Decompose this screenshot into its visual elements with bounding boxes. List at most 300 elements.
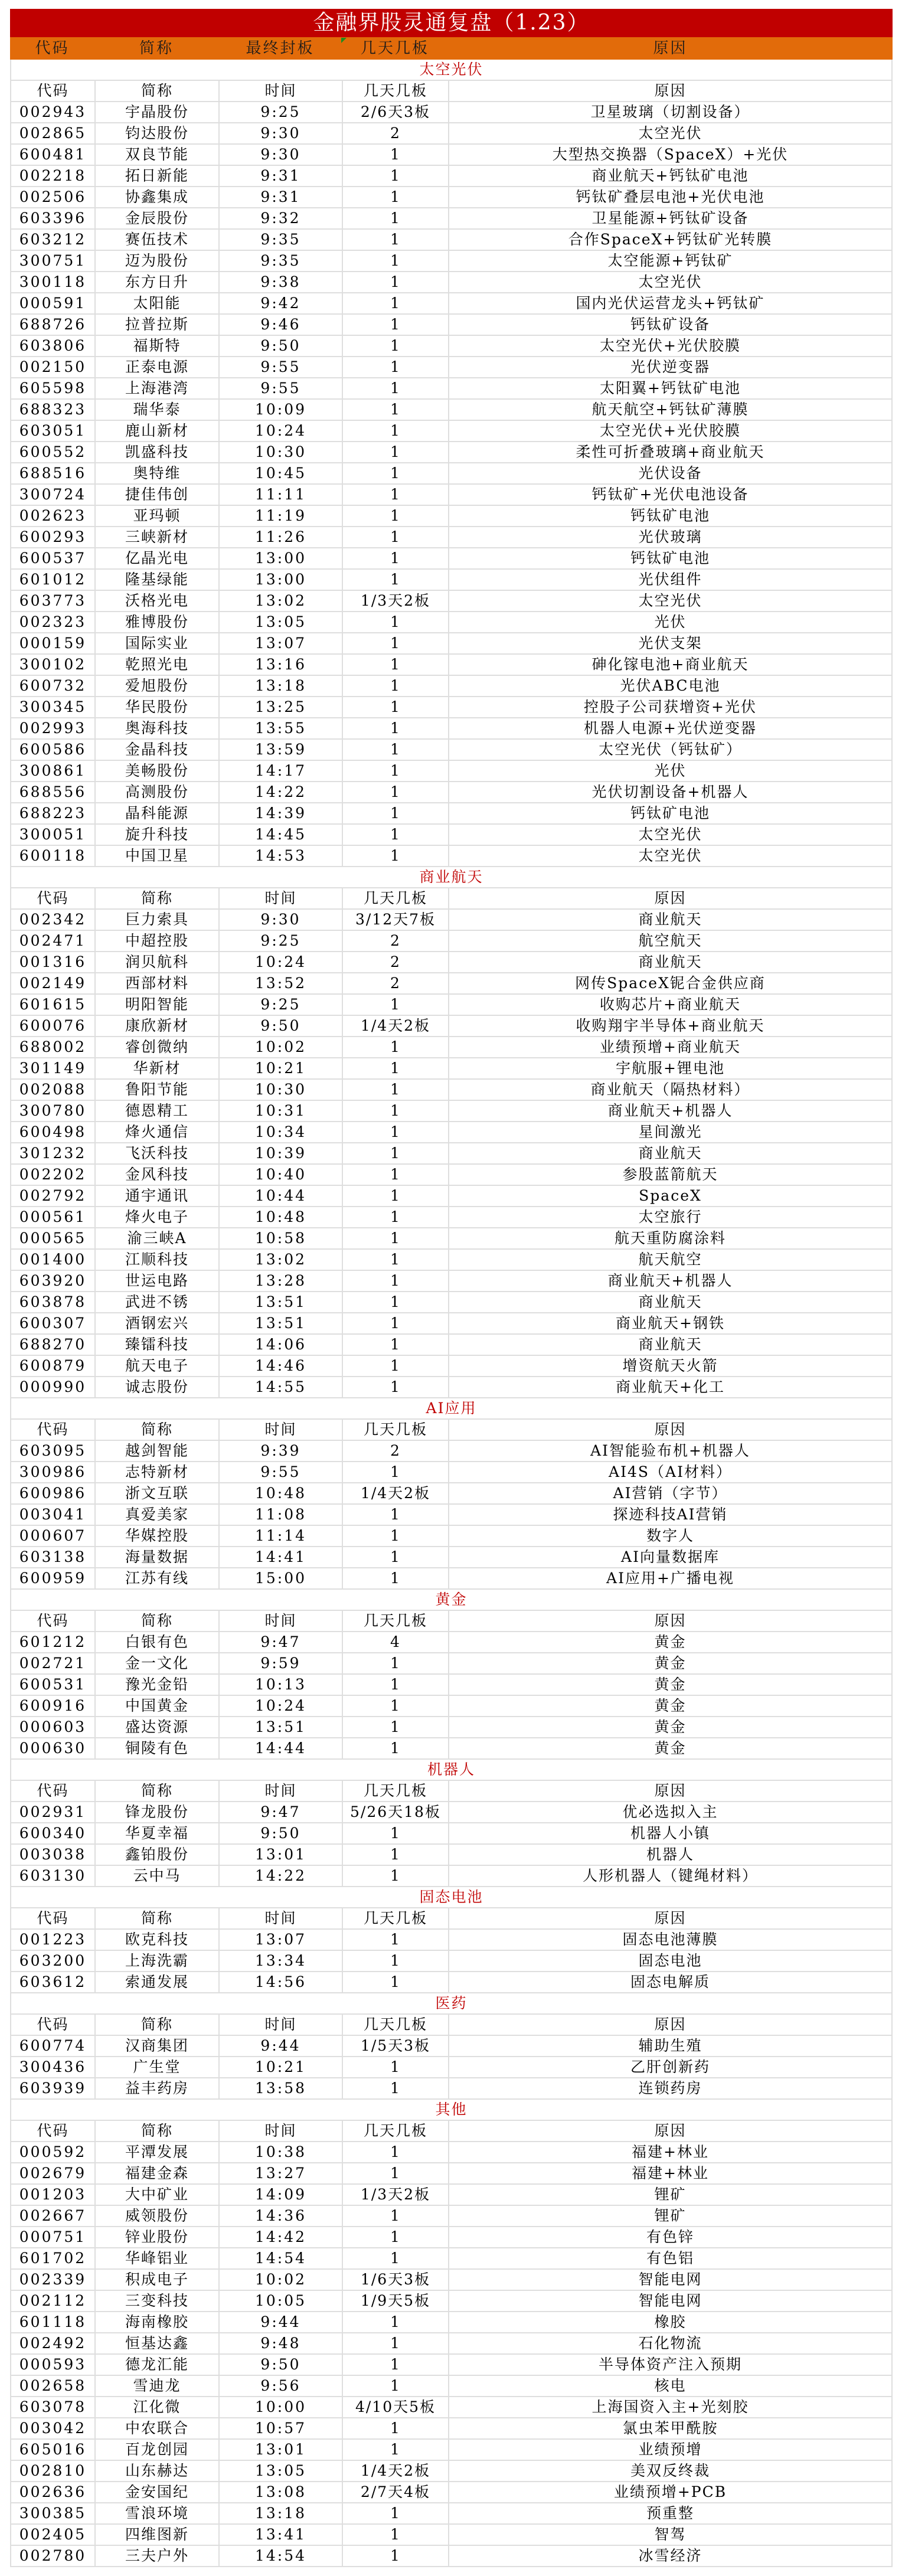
reason: 黄金	[654, 1655, 687, 1672]
stock-name: 东方日升	[96, 272, 220, 292]
reason: 固态电池	[638, 1952, 702, 1969]
days-boards: 1	[343, 1547, 449, 1567]
reason: 智能电网	[638, 2292, 702, 2309]
days-boards: 1	[343, 251, 449, 271]
table-row	[10, 1951, 893, 1972]
seal-time: 11:14	[220, 1526, 343, 1546]
section-title: 医药	[435, 1995, 468, 2012]
reason: 黄金	[654, 1676, 687, 1693]
col-header-code: 代码	[11, 1420, 96, 1440]
table-row	[10, 633, 893, 655]
col-header-time: 时间	[220, 1420, 343, 1440]
section-column-header	[10, 1420, 893, 1441]
table-row	[10, 846, 893, 867]
stock-name: 捷佳伟创	[96, 485, 220, 505]
reason: 商业航天+机器人	[607, 1272, 733, 1289]
stock-code: 002865	[11, 123, 96, 143]
stock-code: 600076	[11, 1016, 96, 1036]
days-boards: 1/5天3板	[343, 2036, 449, 2056]
days-boards: 1	[343, 548, 449, 568]
stock-code: 003042	[11, 2418, 96, 2438]
table-row	[10, 1143, 893, 1165]
seal-time: 9:48	[220, 2333, 343, 2353]
section-title-row	[10, 2100, 893, 2121]
reason: 商业航天+钢铁	[616, 1315, 725, 1332]
stock-code: 002993	[11, 718, 96, 738]
stock-name: 德恩精工	[96, 1101, 220, 1121]
reason: 合作SpaceX+钙钛矿光转膜	[568, 231, 773, 248]
reason: 太空光伏	[638, 847, 702, 864]
reason: 光伏支架	[638, 635, 702, 652]
section-title-row	[10, 60, 893, 81]
seal-time: 9:35	[220, 230, 343, 250]
seal-time: 9:35	[220, 251, 343, 271]
table-row	[10, 145, 893, 166]
col-header-reason: 原因	[654, 1782, 687, 1799]
table-row	[10, 2461, 893, 2482]
stock-code: 688726	[11, 315, 96, 335]
table-row	[10, 272, 893, 293]
reason: 商业航天	[638, 1336, 702, 1353]
col-header-reason: 原因	[654, 2016, 687, 2033]
seal-time: 10:58	[220, 1228, 343, 1248]
days-boards: 2	[343, 1441, 449, 1461]
seal-time: 10:02	[220, 1037, 343, 1057]
table-row	[10, 2525, 893, 2546]
days-boards: 1	[343, 506, 449, 526]
table-row	[10, 1462, 893, 1483]
reason: 参股蓝箭航天	[622, 1166, 718, 1183]
reason: 太空光伏	[638, 125, 702, 142]
seal-time: 9:50	[220, 1823, 343, 1843]
stock-code: 603200	[11, 1951, 96, 1971]
reason: 光伏玻璃	[638, 528, 702, 545]
table-row	[10, 697, 893, 718]
days-boards: 1	[343, 2163, 449, 2183]
reason: 业绩预增	[638, 2441, 702, 2458]
stock-name: 奥特维	[96, 463, 220, 483]
stock-code: 600586	[11, 740, 96, 760]
stock-code: 300385	[11, 2503, 96, 2523]
stock-code: 000159	[11, 633, 96, 653]
table-row	[10, 1653, 893, 1675]
cell-comment-indicator-icon[interactable]	[341, 38, 347, 43]
stock-name: 高测股份	[96, 782, 220, 802]
stock-code: 603806	[11, 336, 96, 356]
section-title: 固态电池	[419, 1888, 483, 1905]
seal-time: 10:24	[220, 1696, 343, 1716]
seal-time: 13:02	[220, 591, 343, 611]
table-row	[10, 123, 893, 145]
seal-time: 9:38	[220, 272, 343, 292]
table-row	[10, 973, 893, 995]
stock-name: 宇晶股份	[96, 102, 220, 122]
stock-name: 迈为股份	[96, 251, 220, 271]
reason: 商业航天	[638, 1293, 702, 1310]
days-boards: 2/6天3板	[343, 102, 449, 122]
stock-code: 300986	[11, 1462, 96, 1482]
stock-code: 603939	[11, 2078, 96, 2098]
days-boards: 1	[343, 187, 449, 207]
section-column-header	[10, 81, 893, 102]
seal-time: 13:27	[220, 2163, 343, 2183]
stock-name: 烽火通信	[96, 1122, 220, 1142]
reason: 优必选拟入主	[622, 1803, 718, 1820]
table-row	[10, 1228, 893, 1250]
stock-name: 三夫户外	[96, 2546, 220, 2566]
reason: 业绩预增+商业航天	[600, 1038, 741, 1055]
days-boards: 1	[343, 145, 449, 165]
stock-code: 002506	[11, 187, 96, 207]
seal-time: 13:01	[220, 2440, 343, 2460]
days-boards: 1	[343, 378, 449, 398]
stock-code: 002342	[11, 910, 96, 930]
table-row	[10, 782, 893, 803]
table-row	[10, 1483, 893, 1505]
reason: 航天重防腐涂料	[614, 1230, 726, 1247]
seal-time: 9:46	[220, 315, 343, 335]
stock-code: 002623	[11, 506, 96, 526]
seal-time: 14:36	[220, 2206, 343, 2226]
table-row	[10, 2163, 893, 2185]
reason: 光伏逆变器	[630, 358, 710, 375]
seal-time: 13:01	[220, 1845, 343, 1865]
col-header-code: 代码	[11, 2015, 96, 2035]
table-row	[10, 995, 893, 1016]
seal-time: 10:21	[220, 2057, 343, 2077]
table-row	[10, 1526, 893, 1547]
table-row	[10, 2503, 893, 2525]
seal-time: 14:45	[220, 825, 343, 845]
stock-code: 002405	[11, 2525, 96, 2545]
stock-name: 白银有色	[96, 1632, 220, 1652]
stock-name: 国际实业	[96, 633, 220, 653]
col-header-boards: 几天几板	[343, 81, 449, 101]
stock-name: 中国黄金	[96, 1696, 220, 1716]
days-boards: 1	[343, 208, 449, 228]
section-title-row	[10, 1760, 893, 1781]
stock-name: 云中马	[96, 1866, 220, 1886]
stock-code: 600959	[11, 1568, 96, 1588]
seal-time: 9:30	[220, 145, 343, 165]
stock-name: 拉普拉斯	[96, 315, 220, 335]
stock-name: 晶科能源	[96, 803, 220, 823]
stock-code: 605016	[11, 2440, 96, 2460]
stock-name: 协鑫集成	[96, 187, 220, 207]
section-rows	[10, 1930, 893, 1993]
table-row	[10, 910, 893, 931]
seal-time: 13:08	[220, 2482, 343, 2502]
table-row	[10, 1101, 893, 1122]
days-boards: 1	[343, 230, 449, 250]
seal-time: 10:40	[220, 1165, 343, 1185]
table-row	[10, 1080, 893, 1101]
reason: 商业航天+机器人	[607, 1102, 733, 1119]
table-row	[10, 2270, 893, 2291]
days-boards: 1	[343, 1951, 449, 1971]
days-boards: 1	[343, 1717, 449, 1737]
days-boards: 1	[343, 315, 449, 335]
stock-name: 爱旭股份	[96, 676, 220, 696]
table-row	[10, 187, 893, 208]
stock-code: 600774	[11, 2036, 96, 2056]
stock-name: 海南橡胶	[96, 2312, 220, 2332]
col-header-name: 简称	[96, 888, 220, 908]
col-header-reason: 原因	[654, 1910, 687, 1927]
col-header-name: 简称	[96, 1611, 220, 1631]
table-row	[10, 230, 893, 251]
days-boards: 1	[343, 995, 449, 1015]
stock-code: 605598	[11, 378, 96, 398]
table-row	[10, 2057, 893, 2078]
stock-name: 雅博股份	[96, 612, 220, 632]
top-column-header	[10, 37, 893, 60]
seal-time: 13:28	[220, 1271, 343, 1291]
table-row	[10, 208, 893, 230]
days-boards: 1	[343, 272, 449, 292]
stock-name: 华夏幸福	[96, 1823, 220, 1843]
stock-code: 603396	[11, 208, 96, 228]
reason: 砷化镓电池+商业航天	[591, 656, 749, 673]
reason: 辅助生殖	[638, 2037, 702, 2054]
table-row	[10, 1717, 893, 1738]
col-header-name: 简称	[96, 2121, 220, 2141]
seal-time: 9:47	[220, 1802, 343, 1822]
table-row	[10, 803, 893, 825]
section-title-row	[10, 1887, 893, 1908]
table-row	[10, 2397, 893, 2418]
days-boards: 1/4天2板	[343, 1016, 449, 1036]
seal-time: 11:19	[220, 506, 343, 526]
stock-code: 600879	[11, 1356, 96, 1376]
seal-time: 13:02	[220, 1250, 343, 1270]
stock-name: 平潭发展	[96, 2142, 220, 2162]
table-row	[10, 293, 893, 315]
seal-time: 10:31	[220, 1101, 343, 1121]
table-row	[10, 1122, 893, 1143]
stock-code: 300861	[11, 761, 96, 781]
days-boards: 1	[343, 293, 449, 313]
table-row	[10, 1165, 893, 1186]
table-row	[10, 400, 893, 421]
reason: 乙肝创新药	[630, 2058, 710, 2075]
days-boards: 1	[343, 1058, 449, 1078]
days-boards: 1	[343, 2227, 449, 2247]
reason: 锂矿	[654, 2207, 687, 2224]
stock-name: 旋升科技	[96, 825, 220, 845]
reason: 太空光伏（钙钛矿）	[598, 741, 742, 758]
section-rows	[10, 1441, 893, 1590]
days-boards: 1	[343, 825, 449, 845]
stock-name: 索通发展	[96, 1972, 220, 1992]
stock-name: 武进不锈	[96, 1292, 220, 1312]
reason: 航天航空	[638, 1251, 702, 1268]
reason: 光伏组件	[638, 571, 702, 588]
days-boards: 1	[343, 1335, 449, 1355]
stock-name: 诚志股份	[96, 1377, 220, 1397]
stock-code: 003041	[11, 1505, 96, 1525]
stock-name: 积成电子	[96, 2270, 220, 2290]
stock-code: 000565	[11, 1228, 96, 1248]
reason: 探迹科技AI营销	[613, 1506, 728, 1523]
section-column-header	[10, 1781, 893, 1802]
seal-time: 14:55	[220, 1377, 343, 1397]
col-header-time: 时间	[220, 2121, 343, 2141]
stock-code: 002667	[11, 2206, 96, 2226]
table-row	[10, 2142, 893, 2163]
stock-code: 000561	[11, 1207, 96, 1227]
table-row	[10, 1930, 893, 1951]
stock-name: 上海洗霸	[96, 1951, 220, 1971]
table-row	[10, 825, 893, 846]
col-header-boards: 几天几板	[343, 1781, 449, 1801]
seal-time: 13:51	[220, 1313, 343, 1333]
seal-time: 14:54	[220, 2546, 343, 2566]
days-boards: 1	[343, 782, 449, 802]
stock-code: 603078	[11, 2397, 96, 2417]
sections-container	[10, 60, 893, 2567]
days-boards: 1/3天2板	[343, 591, 449, 611]
reason: 固态电解质	[630, 1973, 710, 1990]
reason: 氯虫苯甲酰胺	[622, 2420, 718, 2437]
stock-code: 002636	[11, 2482, 96, 2502]
reason: 有色铝	[646, 2250, 694, 2267]
stock-name: 鑫铂股份	[96, 1845, 220, 1865]
days-boards: 1	[343, 1845, 449, 1865]
reason: 商业航天（隔热材料）	[590, 1081, 750, 1098]
seal-time: 14:54	[220, 2248, 343, 2268]
section-title-row	[10, 1398, 893, 1420]
stock-name: 江化微	[96, 2397, 220, 2417]
stock-code: 601702	[11, 2248, 96, 2268]
reason: 太空光伏+光伏胶膜	[600, 422, 741, 439]
reason: AI应用+广播电视	[606, 1570, 734, 1587]
table-row	[10, 2227, 893, 2248]
stock-name: 明阳智能	[96, 995, 220, 1015]
seal-time: 9:30	[220, 910, 343, 930]
stock-code: 600498	[11, 1122, 96, 1142]
stock-code: 300436	[11, 2057, 96, 2077]
stock-name: 中国卫星	[96, 846, 220, 866]
stock-code: 600916	[11, 1696, 96, 1716]
table-row	[10, 1547, 893, 1568]
table-row	[10, 336, 893, 357]
stock-name: 乾照光电	[96, 655, 220, 675]
col-header-code: 代码	[11, 1781, 96, 1801]
seal-time: 13:16	[220, 655, 343, 675]
stock-name: 金辰股份	[96, 208, 220, 228]
days-boards: 1	[343, 570, 449, 590]
reason: 福建+林业	[632, 2165, 709, 2182]
stock-code: 600118	[11, 846, 96, 866]
days-boards: 1	[343, 2206, 449, 2226]
seal-time: 10:57	[220, 2418, 343, 2438]
table-row	[10, 931, 893, 952]
sheet-title: 金融界股灵通复盘（1.23）	[10, 9, 893, 37]
table-row	[10, 1802, 893, 1823]
reason: AI4S（AI材料）	[609, 1463, 732, 1480]
table-row	[10, 2355, 893, 2376]
table-row	[10, 2206, 893, 2227]
seal-time: 9:47	[220, 1632, 343, 1652]
days-boards: 1	[343, 166, 449, 186]
col-header-reason: 原因	[654, 1421, 687, 1438]
reason: 福建+林业	[632, 2143, 709, 2160]
stock-name: 盛达资源	[96, 1717, 220, 1737]
stock-code: 688002	[11, 1037, 96, 1057]
table-row	[10, 2312, 893, 2333]
stock-name: 福建金森	[96, 2163, 220, 2183]
stock-code: 001400	[11, 1250, 96, 1270]
reason: 太空光伏+光伏胶膜	[600, 337, 741, 354]
stock-name: 鹿山新材	[96, 421, 220, 441]
reason: 国内光伏运营龙头+钙钛矿	[576, 295, 765, 312]
stock-name: 金风科技	[96, 1165, 220, 1185]
seal-time: 9:39	[220, 1441, 343, 1461]
stock-name: 美畅股份	[96, 761, 220, 781]
seal-time: 14:09	[220, 2185, 343, 2205]
table-row	[10, 1207, 893, 1228]
stock-code: 003038	[11, 1845, 96, 1865]
col-header-boards: 几天几板	[343, 1420, 449, 1440]
days-boards: 2	[343, 931, 449, 951]
reason: 机器人	[646, 1846, 694, 1863]
col-header-name: 简称	[96, 1420, 220, 1440]
table-row	[10, 2376, 893, 2397]
stock-code: 001316	[11, 952, 96, 972]
seal-time: 10:48	[220, 1483, 343, 1503]
stock-name: 太阳能	[96, 293, 220, 313]
stock-code: 000990	[11, 1377, 96, 1397]
table-row	[10, 1356, 893, 1377]
days-boards: 1	[343, 655, 449, 675]
seal-time: 9:25	[220, 102, 343, 122]
section	[10, 2100, 893, 2567]
reason: 机器人小镇	[630, 1825, 710, 1842]
reason: 黄金	[654, 1633, 687, 1650]
table-row	[10, 761, 893, 782]
stock-code: 002088	[11, 1080, 96, 1100]
table-row	[10, 2291, 893, 2312]
stock-name: 华新材	[96, 1058, 220, 1078]
days-boards: 1	[343, 1972, 449, 1992]
table-row	[10, 357, 893, 378]
reason: AI向量数据库	[621, 1548, 720, 1565]
stock-name: 铜陵有色	[96, 1738, 220, 1758]
seal-time: 13:34	[220, 1951, 343, 1971]
seal-time: 14:53	[220, 846, 343, 866]
seal-time: 13:25	[220, 697, 343, 717]
reason: AI智能验布机+机器人	[590, 1442, 750, 1459]
table-row	[10, 1335, 893, 1356]
table-row	[10, 570, 893, 591]
days-boards: 1	[343, 1823, 449, 1843]
stock-code: 000591	[11, 293, 96, 313]
table-row	[10, 506, 893, 527]
header-final-seal-time: 最终封板	[246, 40, 315, 57]
table-row	[10, 2078, 893, 2100]
reason: 黄金	[654, 1740, 687, 1757]
stock-code: 600307	[11, 1313, 96, 1333]
section-column-header	[10, 888, 893, 910]
reason: 上海国资入主+光刻胶	[591, 2398, 749, 2415]
stock-name: 中农联合	[96, 2418, 220, 2438]
seal-time: 9:25	[220, 995, 343, 1015]
seal-time: 13:41	[220, 2525, 343, 2545]
days-boards: 2/7天4板	[343, 2482, 449, 2502]
stock-name: 鲁阳节能	[96, 1080, 220, 1100]
stock-code: 600552	[11, 442, 96, 462]
